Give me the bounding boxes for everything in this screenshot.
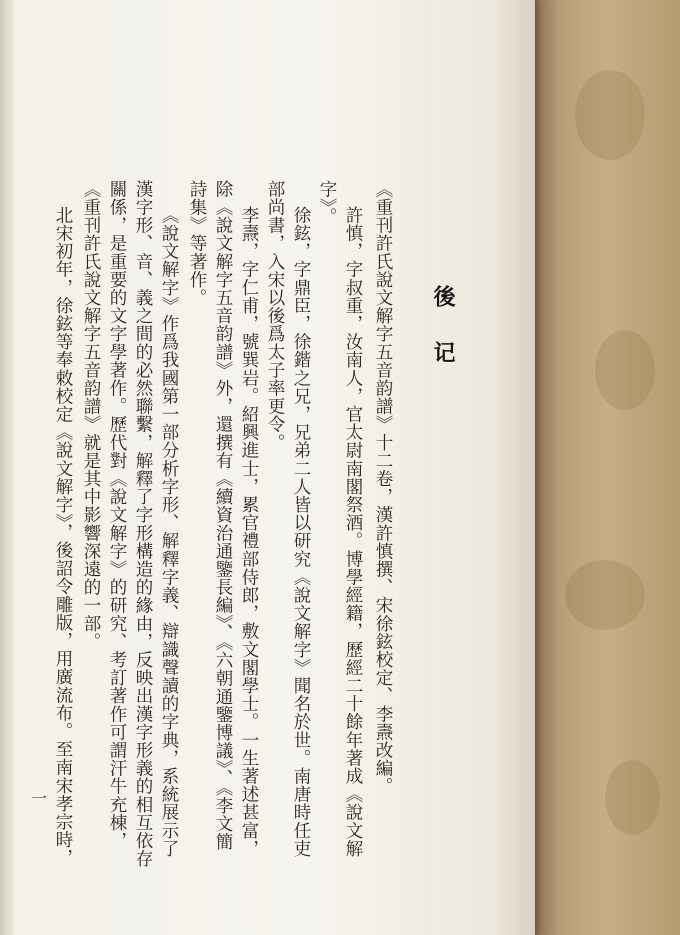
next-page-background bbox=[535, 0, 680, 935]
text-column-4: 徐鉉，字鼎臣，徐鍇之兄，兄弟二人皆以研究《說文解字》聞名於世。南唐時任吏 bbox=[291, 206, 311, 858]
paper-stain bbox=[565, 560, 645, 630]
text-column-11: 關係，是重要的文字學著作。歷代對《說文解字》的研究、考訂著作可謂汗牛充棟， bbox=[107, 180, 127, 850]
text-column-3: 字》。 bbox=[317, 180, 337, 226]
paper-stain bbox=[605, 760, 660, 835]
text-column-8: 詩集》等著作。 bbox=[187, 180, 207, 307]
page-number: 一 bbox=[31, 789, 48, 808]
text-column-5: 部尚書，入宋以後爲太子率更令。 bbox=[265, 180, 285, 452]
text-column-1: 《重刊許氏說文解字五音韵譜》十二卷，漢許慎撰、宋徐鉉校定、李燾改編。 bbox=[373, 180, 393, 796]
text-column-7: 除《說文解字五音韵譜》外，還撰有《續資治通鑒長編》、《六朝通鑒博議》、《李文簡 bbox=[213, 180, 233, 851]
text-column-2: 許慎，字叔重，汝南人，官太尉南閣祭酒。博學經籍，歷經二十餘年著成《說文解 bbox=[343, 206, 363, 858]
page-gutter bbox=[0, 0, 14, 935]
paper-stain bbox=[595, 330, 655, 410]
page-heading: 後记 bbox=[430, 285, 456, 397]
text-column-12: 《重刊許氏說文解字五音韵譜》就是其中影響深遠的一部。 bbox=[81, 180, 101, 651]
text-column-6: 李燾，字仁甫，號巽岩。紹興進士，累官禮部侍郎，敷文閣學士。一生著述甚富， bbox=[239, 206, 259, 858]
text-column-13: 北宋初年，徐鉉等奉敕校定《說文解字》，後詔令雕版，用廣流布。至南宋孝宗時， bbox=[53, 206, 73, 867]
text-column-9: 《說文解字》作爲我國第一部分析字形、解釋字義、辯識聲讀的字典，系統展示了 bbox=[159, 206, 179, 858]
paper-stain bbox=[575, 70, 645, 160]
text-column-10: 漢字形、音、義之間的必然聯繫，解釋了字形構造的緣由，反映出漢字形義的相互依存 bbox=[133, 180, 153, 868]
